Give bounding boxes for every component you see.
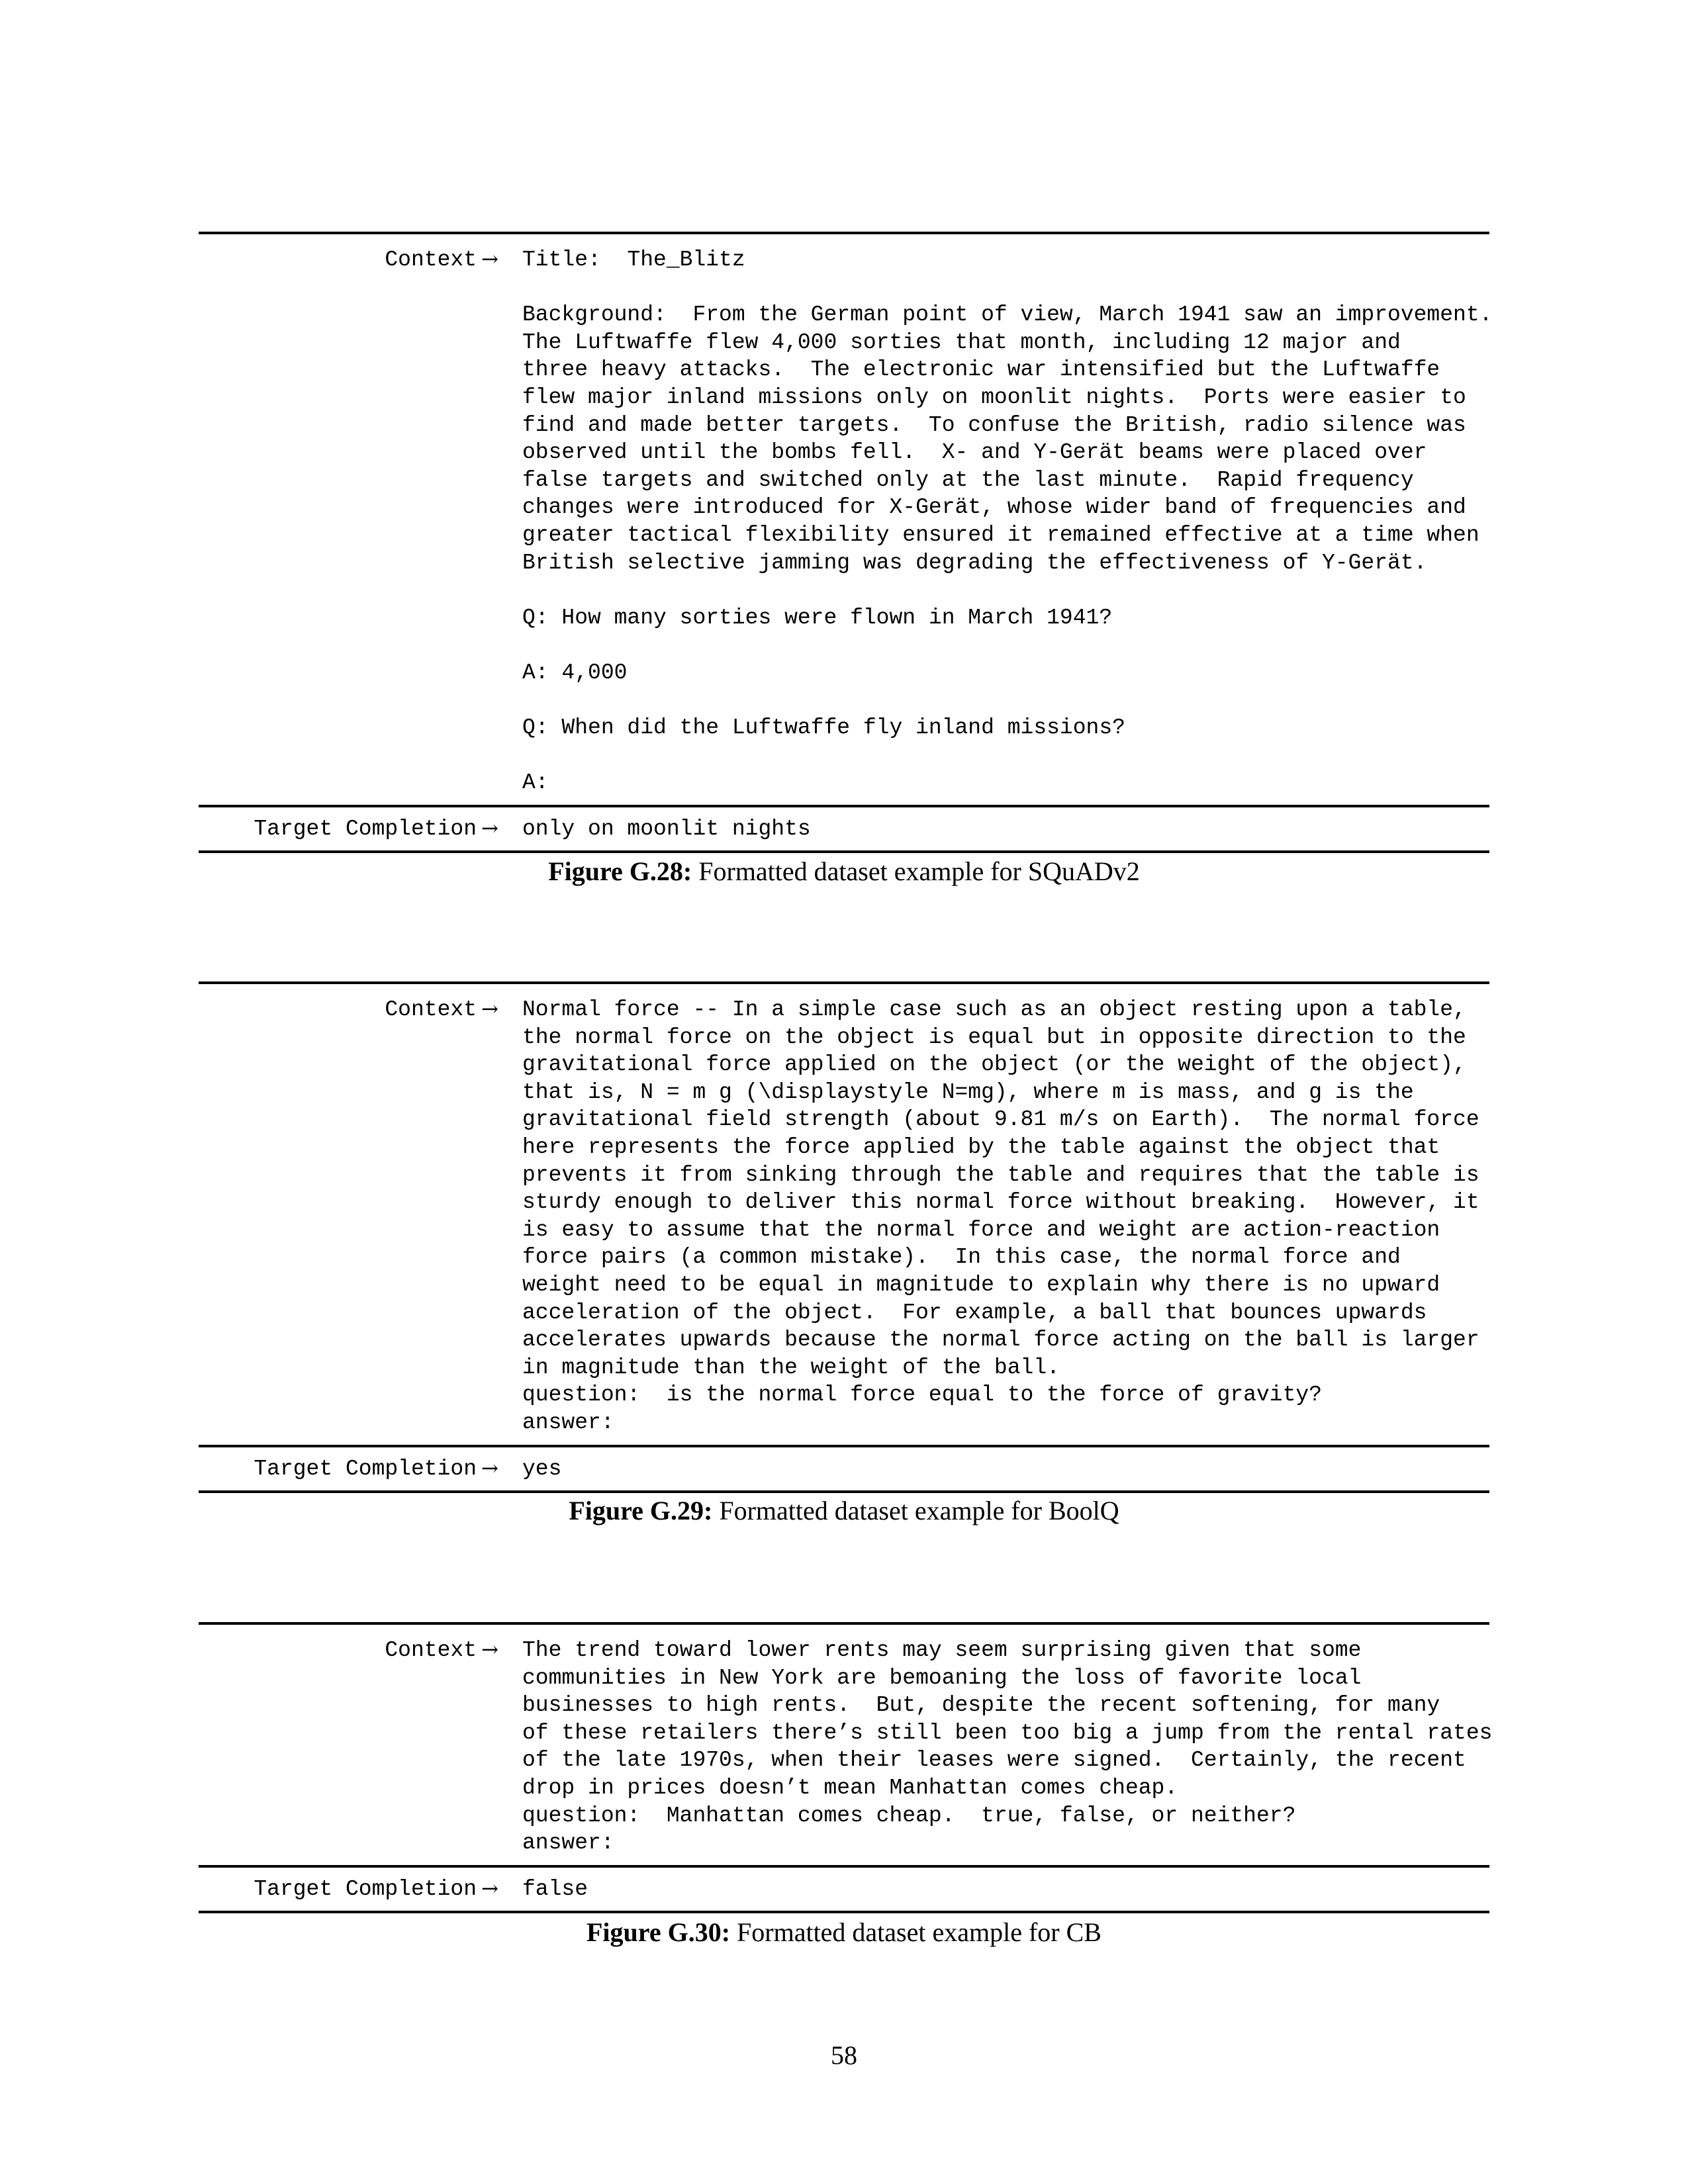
page-number: 58 — [831, 2040, 857, 2070]
figure-cb — [199, 1622, 1493, 1913]
context-label: Context — [385, 1638, 477, 1662]
context-label: Context — [385, 997, 477, 1022]
arrow-icon: → — [481, 816, 498, 841]
context-label: Context — [385, 248, 477, 272]
target-label: Target Completion — [254, 1876, 477, 1901]
context-text: The trend toward lower rents may seem surprising given that some communities in New York are bemoaning the loss of favorite local businesses to high rents. But, despite the recent softening, for many of these retailers there’s still been too big a jump from the rental rates of the late 1970s, when their leases were signed. Certainly, the recent drop in prices doesn’t mean Manhattan comes cheap. question: Manhattan comes cheap. true, false, or neither? answer: — [522, 1638, 1493, 1856]
arrow-icon: → — [481, 1638, 498, 1662]
target-label: Target Completion — [254, 816, 477, 841]
caption-text: Formatted dataset example for CB — [730, 1917, 1102, 1947]
target-text: false — [522, 1876, 588, 1901]
target-row — [199, 1447, 1489, 1491]
arrow-icon: → — [481, 1876, 498, 1901]
target-row — [199, 1868, 1489, 1911]
target-row — [199, 807, 1489, 851]
figure-caption — [0, 1495, 1688, 1527]
caption-text: Formatted dataset example for SQuADv2 — [692, 856, 1140, 886]
figure-caption — [0, 856, 1688, 887]
target-text: only on moonlit nights — [522, 816, 811, 841]
bottom-rule — [199, 850, 1489, 853]
caption-label: Figure G.28: — [548, 856, 692, 886]
context-text: Normal force -- In a simple case such as an object resting upon a table, the normal force on the object is equal but in opposite direction to the gravitational force applied on the object (or the weight of the object), that is, N = m g (\displaystyle N=mg), where m is mass, and g is the gravitational field strength (about 9.81 m/s on Earth). The normal force here represents the force applied by the table against the object that prevents it from sinking through the table and requires that the table is sturdy enough to deliver this normal force without breaking. However, it is easy to assume that the normal force and weight are action-reaction force pairs (a common mistake). In this case, the normal force and weight need to be equal in magnitude to explain why there is no upward acceleration of the object. For example, a ball that bounces upwards accelerates upwards because the normal force acting on the ball is larger in magnitude than the weight of the ball. question: is the normal force equal to the force of gravity? answer: — [522, 997, 1479, 1435]
arrow-icon: → — [481, 997, 498, 1021]
figure-caption — [0, 1917, 1688, 1948]
figure-squadv2 — [199, 232, 1493, 853]
bottom-rule — [199, 1490, 1489, 1493]
caption-text: Formatted dataset example for BoolQ — [712, 1496, 1119, 1525]
context-row — [199, 984, 1489, 1445]
context-row — [199, 1625, 1493, 1865]
caption-label: Figure G.30: — [586, 1917, 731, 1947]
arrow-icon: → — [481, 1456, 498, 1480]
context-text: Title: The_Blitz Background: From the German point of view, March 1941 saw an improvement. The Luftwaffe flew 4,000 sorties that month, including 12 major and three heavy attacks. The electronic war intensified but the Luftwaffe flew major inland missions only on moonlit nights. Ports were easier to find and made better targets. To confuse the British, radio silence was observed until the bombs fell. X- and Y-Gerät beams were placed over false targets and switched only at the last minute. Rapid frequency changes were introduced for X-Gerät, whose wider band of frequencies and greater tactical flexibility ensured it remained effective at a time when British selective jamming was degrading the effectiveness of Y-Gerät. Q: How many sorties were flown in March 1941? A: 4,000 Q: When did the Luftwaffe fly inland missions? A: — [522, 248, 1493, 796]
caption-label: Figure G.29: — [569, 1496, 713, 1525]
bottom-rule — [199, 1911, 1489, 1913]
target-label: Target Completion — [254, 1456, 477, 1481]
figure-boolq — [199, 981, 1489, 1493]
target-text: yes — [522, 1456, 562, 1481]
arrow-icon: → — [481, 248, 498, 271]
context-row — [199, 234, 1493, 805]
